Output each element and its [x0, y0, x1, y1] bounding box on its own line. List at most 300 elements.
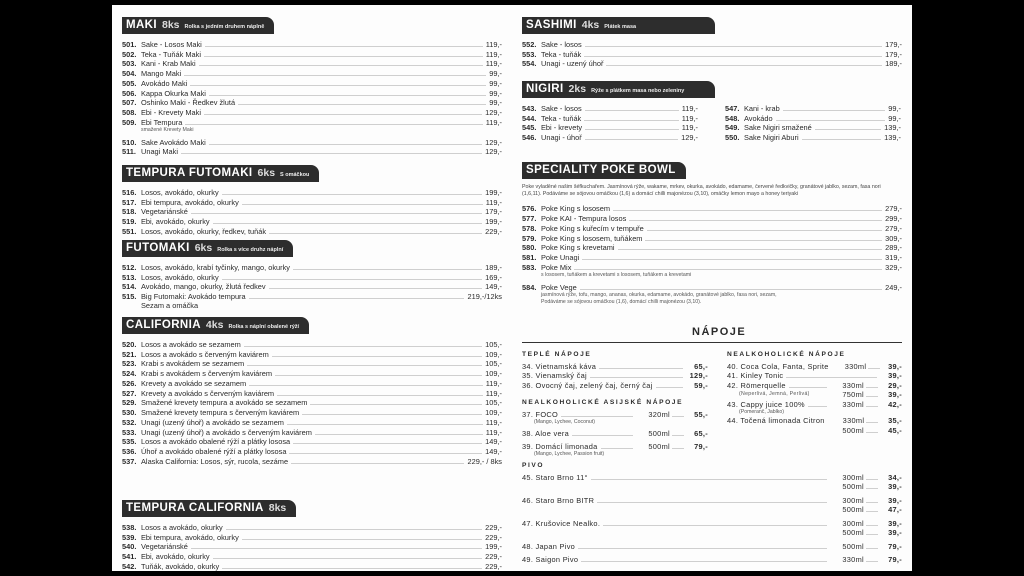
leader-line: [213, 223, 483, 224]
item-number: 539.: [122, 532, 137, 542]
menu-item[interactable]: [522, 213, 902, 223]
leader-line: [291, 463, 464, 464]
menu-item[interactable]: [122, 359, 502, 369]
item-number: 538.: [122, 522, 137, 532]
menu-item[interactable]: [522, 252, 902, 262]
item-name: Teka - tuňák: [541, 113, 582, 123]
item-price: 105,-: [485, 398, 502, 408]
item-name: Ebi tempura, avokádo, okurky: [141, 197, 239, 207]
leader-line: [601, 448, 633, 449]
item-number: 502.: [122, 49, 137, 59]
item-name: Avokádo: [744, 113, 773, 123]
item-price: 109,-: [485, 408, 502, 417]
drinks-group-warm: [522, 349, 708, 390]
drink-note: (Mango, Lychee, Coconut): [534, 418, 595, 425]
leader-line: [802, 139, 882, 140]
item-price: 99,-: [489, 78, 502, 88]
item-price: 119,-: [485, 59, 502, 69]
section-california: [122, 315, 502, 466]
leader-line: [783, 110, 886, 111]
leader-line: [574, 269, 882, 270]
menu-item[interactable]: [122, 398, 502, 408]
leader-line: [584, 120, 678, 121]
item-number: 510.: [122, 137, 137, 147]
item-number: 578.: [522, 223, 537, 233]
section-title: SASHIMI: [526, 19, 577, 31]
drink-name: 37. FOCO: [522, 409, 559, 419]
item-note: Podáváme se sójovou omáčkou (1,6), domácí chilli majonézou (3,10).: [541, 298, 702, 305]
item-number: 535.: [122, 437, 137, 447]
menu-item[interactable]: [122, 532, 502, 542]
item-price: 279,-: [885, 223, 902, 233]
drink-item[interactable]: [727, 380, 902, 390]
leader-line: [808, 406, 827, 407]
menu-item[interactable]: [122, 88, 502, 98]
menu-item[interactable]: [122, 137, 502, 147]
item-price: 229,- / 8ks: [467, 456, 502, 466]
item-price: 229,-: [485, 561, 502, 571]
leader-line: [866, 548, 878, 549]
drink-item[interactable]: [727, 371, 902, 381]
section-title: FUTOMAKI: [126, 242, 190, 254]
item-number: 537.: [122, 456, 137, 466]
menu-item[interactable]: [725, 123, 901, 133]
section-count: 6ks: [257, 167, 276, 179]
drink-volume: 330ml: [842, 399, 864, 409]
leader-line: [190, 85, 486, 86]
menu-item[interactable]: [122, 282, 502, 292]
drink-size-row[interactable]: [522, 528, 902, 538]
item-number: 550.: [725, 133, 740, 142]
item-number: 504.: [122, 69, 137, 78]
drink-item[interactable]: [522, 361, 708, 371]
item-number: 530.: [122, 408, 137, 417]
drinks-group-asian: [522, 397, 708, 461]
item-name: Unagi (uzený úhoř) a avokádo s červeným kaviárem: [141, 427, 312, 437]
leader-line: [597, 502, 827, 503]
section-count: 4ks: [205, 319, 224, 331]
item-price: 179,-: [485, 207, 502, 217]
item-price: 189,-: [485, 262, 502, 272]
item-price: 149,-: [485, 447, 502, 456]
menu-item[interactable]: [522, 49, 902, 59]
menu-item[interactable]: [122, 446, 502, 456]
item-price: 109,-: [485, 349, 502, 359]
menu-item[interactable]: [122, 368, 502, 378]
item-name: Poke KAI - Tempura losos: [541, 214, 627, 224]
drink-size-row[interactable]: [727, 425, 902, 435]
drink-item[interactable]: [522, 441, 708, 451]
spacer: [522, 306, 902, 309]
menu-item[interactable]: [522, 204, 902, 214]
nigiri-columns: [522, 103, 902, 142]
drink-price: 79,-: [888, 541, 902, 551]
item-number: 526.: [122, 378, 137, 388]
item-number: 580.: [522, 243, 537, 253]
drink-price: 39,-: [888, 390, 902, 399]
item-price: 139,-: [884, 123, 901, 133]
item-name: Avokádo Maki: [141, 78, 188, 88]
section-header: [122, 500, 296, 517]
drink-name: 47. Krušovice Nealko.: [522, 518, 601, 528]
menu-item[interactable]: [122, 522, 502, 532]
item-name: Sake - losos: [541, 103, 582, 113]
item-price: 189,-: [885, 59, 902, 69]
menu-item[interactable]: [122, 197, 502, 207]
leader-line: [269, 288, 483, 289]
menu-item[interactable]: [122, 551, 502, 561]
section-futomaki: [122, 238, 502, 311]
drink-size-row[interactable]: [522, 505, 902, 515]
leader-line: [789, 387, 827, 388]
item-price: 119,-: [485, 378, 502, 388]
item-number: 508.: [122, 108, 137, 117]
section-subtitle: Rýže s plátkem masa nebo zeleniny: [591, 88, 685, 94]
section-header: [122, 317, 309, 334]
drink-name: 35. Vienamský čaj: [522, 371, 587, 380]
item-price: 119,-: [485, 197, 502, 207]
section-tempura-california: [122, 498, 502, 571]
item-number: 583.: [522, 262, 537, 272]
menu-item[interactable]: [122, 147, 502, 157]
item-name: Big Futomaki: Avokádo tempura: [141, 292, 246, 301]
item-name: Krevety a avokádo s červeným kaviárem: [141, 388, 275, 398]
menu-item[interactable]: [122, 207, 502, 217]
item-name: Smažené krevety tempura a avokádo se sezamem: [141, 398, 308, 408]
drink-name: 34. Vietnamská káva: [522, 361, 597, 371]
item-price: 99,-: [489, 69, 502, 78]
item-name: Poke Vege: [541, 282, 577, 292]
drink-price: 45,-: [888, 425, 902, 435]
drink-item[interactable]: [522, 518, 902, 528]
drink-item[interactable]: [727, 416, 902, 426]
item-number: 544.: [522, 113, 537, 123]
section-header: [522, 17, 715, 34]
item-number: 546.: [522, 133, 537, 142]
item-name: Krabi s avokádem s červeným kaviárem: [141, 369, 273, 378]
item-name: Losos a avokádo, okurky: [141, 522, 223, 532]
drink-note: (Mango, Lychee, Passion fruit): [534, 450, 605, 457]
drink-price: 79,-: [888, 555, 902, 564]
drink-item[interactable]: [727, 361, 902, 371]
section-count: 6ks: [194, 242, 213, 254]
leader-line: [603, 525, 827, 526]
item-number: 524.: [122, 369, 137, 378]
item-name: Poke King s lososem: [541, 204, 611, 214]
drink-item[interactable]: [522, 541, 902, 551]
leader-line: [866, 561, 878, 562]
drink-item[interactable]: [522, 495, 902, 505]
item-number: 515.: [122, 292, 137, 301]
leader-line: [238, 104, 486, 105]
section-title: NIGIRI: [526, 83, 564, 95]
drinks-heading: NEALKOHOLICKÉ ASIJSKÉ NÁPOJE: [522, 399, 684, 406]
drink-name: 38. Aloe vera: [522, 429, 570, 438]
leader-line: [599, 368, 683, 369]
drink-name: 43. Cappy juice 100%: [727, 399, 805, 409]
item-number: 511.: [122, 147, 136, 157]
drink-name: 48. Japan Pivo: [522, 541, 576, 551]
menu-item[interactable]: [122, 407, 502, 417]
drinks-heading: NEALKOHOLICKÉ NÁPOJE: [727, 351, 846, 358]
leader-line: [776, 120, 886, 121]
item-name: Oshinko Maki - Ředkev žlutá: [141, 98, 236, 108]
menu-item[interactable]: [122, 117, 502, 127]
item-number: 547.: [725, 103, 740, 113]
menu-item[interactable]: [122, 561, 502, 571]
item-price: 105,-: [485, 359, 502, 369]
leader-line: [866, 479, 878, 480]
leader-line: [222, 279, 482, 280]
leader-line: [606, 65, 882, 66]
leader-line: [185, 124, 482, 125]
drink-volume: 330ml: [844, 361, 867, 371]
item-price: 319,-: [885, 253, 902, 263]
leader-line: [585, 139, 678, 140]
section-subtitle: S omáčkou: [280, 172, 310, 178]
leader-line: [590, 377, 683, 378]
menu-item[interactable]: [725, 113, 901, 123]
menu-item[interactable]: [122, 272, 502, 282]
item-price: 329,-: [885, 262, 902, 272]
drink-size-row[interactable]: [522, 482, 902, 492]
leader-line: [205, 46, 483, 47]
drink-price: 39,-: [888, 361, 902, 371]
leader-line: [866, 406, 878, 407]
item-price: 199,-: [485, 187, 502, 197]
item-number: 542.: [122, 561, 137, 571]
menu-item[interactable]: [122, 291, 502, 301]
menu-item[interactable]: [122, 98, 502, 108]
leader-line: [672, 435, 684, 436]
drinks-heading: TEPLÉ NÁPOJE: [522, 351, 592, 358]
item-price: 119,-: [681, 123, 698, 133]
leader-line: [293, 443, 482, 444]
item-name: Unagi Maki: [141, 147, 178, 157]
drink-item[interactable]: [522, 371, 708, 381]
section-tempura-futomaki: [122, 163, 502, 236]
item-price: 99,-: [888, 113, 901, 123]
menu-item[interactable]: [725, 132, 901, 142]
item-price: 179,-: [885, 39, 902, 49]
menu-item[interactable]: [522, 132, 698, 142]
leader-line: [866, 502, 878, 503]
item-number: 549.: [725, 123, 740, 133]
item-name: Teka - tuňák: [541, 49, 582, 59]
menu-item[interactable]: [122, 68, 502, 78]
drink-size-row[interactable]: [727, 390, 902, 400]
drink-name: 44. Točená limonada Citron: [727, 416, 825, 425]
item-name: Krabi s avokádem se sezamem: [141, 359, 245, 369]
leader-line: [584, 56, 882, 57]
item-price: 229,-: [485, 226, 502, 236]
item-name: Krevety a avokádo se sezamem: [141, 378, 247, 388]
item-name: Tuňák, avokádo, okurky: [141, 561, 220, 571]
menu-item[interactable]: [122, 388, 502, 398]
item-name: Losos, avokádo, okurky: [141, 187, 219, 197]
item-number: 507.: [122, 98, 137, 108]
leader-line: [561, 416, 633, 417]
item-number: 529.: [122, 398, 137, 408]
drink-item[interactable]: [522, 555, 902, 565]
item-name: Sake Nigiri Aburi: [744, 133, 799, 142]
item-name: Avokádo, mango, okurky, žlutá ředkev: [141, 282, 266, 292]
menu-item[interactable]: [522, 103, 698, 113]
item-price: 119,-: [681, 113, 698, 123]
menu-item[interactable]: [122, 78, 502, 88]
drink-item[interactable]: [522, 409, 708, 419]
menu-item[interactable]: [122, 542, 502, 552]
drink-price: 59,-: [694, 380, 708, 390]
drink-item[interactable]: [522, 380, 708, 390]
item-number: 520.: [122, 339, 137, 349]
menu-item[interactable]: [122, 39, 502, 49]
item-number: 527.: [122, 388, 137, 398]
section-title: CALIFORNIA: [126, 319, 201, 331]
item-number: 543.: [522, 103, 537, 113]
item-price: 149,-: [485, 437, 502, 447]
drink-note: (Neperlivá, Jemná, Perlivá): [739, 391, 810, 397]
item-number: 523.: [122, 359, 137, 369]
item-number: 503.: [122, 59, 137, 69]
leader-line: [866, 488, 878, 489]
leader-line: [629, 220, 882, 221]
leader-line: [315, 434, 483, 435]
item-number: 512.: [122, 262, 137, 272]
item-price: 109,-: [485, 369, 502, 378]
menu-item[interactable]: [122, 417, 502, 427]
menu-item[interactable]: [522, 262, 902, 272]
item-number: 541.: [122, 552, 137, 561]
menu-item[interactable]: [122, 437, 502, 447]
drink-volume: 300ml: [842, 472, 864, 482]
menu-item[interactable]: [725, 103, 901, 113]
menu-item[interactable]: [522, 59, 902, 69]
drink-volume: 500ml: [842, 541, 864, 551]
drink-volume: 500ml: [648, 441, 670, 451]
item-price: 169,-: [485, 272, 502, 282]
item-number: 552.: [522, 39, 537, 49]
leader-line: [275, 375, 482, 376]
item-number: 548.: [725, 113, 740, 123]
item-number: 521.: [122, 349, 137, 359]
item-name: Teka - Tuňák Maki: [141, 49, 201, 59]
leader-line: [204, 114, 482, 115]
item-name: Úhoř a avokádo obalené rýží a plátky lososa: [141, 447, 287, 456]
item-price: 249,-: [885, 282, 902, 292]
item-number: 505.: [122, 78, 137, 88]
item-price: 99,-: [489, 88, 502, 98]
menu-item[interactable]: [122, 349, 502, 359]
nigiri-column: [725, 103, 901, 142]
item-price: 299,-: [885, 214, 902, 224]
item-number: 540.: [122, 542, 137, 552]
item-number: 545.: [522, 123, 537, 133]
leader-line: [672, 448, 684, 449]
section-nigiri: [522, 79, 902, 142]
drink-item[interactable]: [522, 472, 902, 482]
section-count: 2ks: [568, 83, 587, 95]
menu-item[interactable]: [122, 107, 502, 117]
drinks-heading: PIVO: [522, 462, 545, 469]
item-name: Poke Unagi: [541, 253, 580, 263]
menu-item[interactable]: [122, 49, 502, 59]
drink-price: 39,-: [888, 528, 902, 537]
item-number: 554.: [522, 59, 537, 69]
leader-line: [287, 424, 483, 425]
drink-volume: 320ml: [648, 409, 670, 419]
drink-volume: 500ml: [842, 528, 864, 537]
menu-page: NÁPOJE MAKI 8ks Rolka s jedním druhem náplně 501. Sake - Losos Maki 119,- 502. Teka - Tuňák Maki 119,- 503. Kani - Krab Maki 119,- 504. Mango Maki 99,- 505. Avokádo Maki 99,- 506. Kappa Okurka Maki 99,- 507. Oshinko Maki - Ředkev žlutá 99,- 508. Ebi - Krevety Maki 129,- 509. Ebi Tempura 119,- smažené Krevety Maki 510. Sake Avokádo Maki 129,- 511. Unagi Maki 129,- TEMPURA FUTOMAKI 6ks S omáčkou 516. Losos, avokádo, okurky 199,- 517. Ebi tempura, avokádo, okurky 119,- 518. Vegetariánské 179,- 519. Ebi, avokádo, okurky 199,- 551. Losos, avokádo, okurky, ředkev, tuňák 229,- FUTOMAKI 6ks Rolka s více druhz náplní 512. Losos, avokádo, krabí tyčinky, mango, okurky 189,- 513. Losos, avokádo, okurky 169,- 514. Avokádo, mango, okurky, žlutá ředkev 149,- 515. Big Futomaki: Avokádo tempura 219,-/12ks Sezam a omáčka CALIFORNIA 4ks Rolka s náplní obalené rýží 520. Losos a avokádo se sezamem 105,- 521. Losos a avokádo s červeným kaviárem 109,- 523. Krabi s avokádem se sezamem 105,- 524. Krabi s avokádem s červeným kaviárem 109,- 526. Krevety a avokádo se sezamem 119,- 527. Krevety a avokádo s červeným kaviárem 119,- 529. Smažené krevety tempura a avokádo se sezamem 105,- 530. Smažené krevety tempura s červeným kaviárem 109,- 532. Unagi (uzený úhoř) a avokádo se sezamem 119,- 533. Unagi (uzený úhoř) a avokádo s červeným kaviárem 119,- 535. Losos a avokádo obalené rýží a plátky lososa 149,- 536. Úhoř a avokádo obalené rýží a plátky lososa 149,- 537. Alaska California: Losos, sýr, rucola, sezáme 229,- / 8ks TEMPURA CALIFORNIA 8ks 538. Losos a avokádo, okurky 229,- 539. Ebi tempura, avokádo, okurky 229,- 540. Vegetariánské 199,- 541. Ebi, avokádo, okurky 229,- 542. Tuňák, avokádo, okurky 229,- SASHIMI 4ks Plátek masa 552. Sake - losos 179,- 553. Teka - tuňák 179,- 554. Unagi - uzený úhoř 189,- NIGIRI 2ks Rýže s plátkem masa nebo zeleniny 543. Sake - losos 119,- 544. Teka - tuňák 119,- 545. Ebi - krevety 119,- 546. Unagi - úhoř 129,- 547. Kani - krab 99,- 548. Avokádo 99,- 549. Sake Nigiri smažené 139,- 550. Sake Nigiri Aburi 139,- SPECIALITY POKE BOWL Poke vyladěné našim šéfkuchařem. Jasmínová rýže, wakame, mrkev, okurka, avokádo, edamame, červené ředkvičky, granátové jablko, sezam, fasa nori (1,6,11). Podáváme se sójovou omáčkou (1,6) a domácí chilli majonézou (3,10), omáčky lemon mayo a honey teriyaki 576. Poke King s lososem 279,- 577. Poke KAI - Tempura losos 299,- 578. Poke King s kuřecím v tempuře 279,- 579. Poke King s lososem, tuňákem 309,- 580. Poke King s krevetami 289,- 581. Poke Unagi 319,- 583. Poke Mix 329,- s lososem, tuňákem a krevetami s lososem, tuňákem a krevetami 584. Poke Vege 249,- jasmínová rýže, tofu, mango, ananas, okurka, edamame, avokádo, granátové jablko, řasa nori, sezam, Podáváme se sójovou omáčkou (1,6), domácí chilli majonézou (3,10). TEPLÉ NÁPOJE 34. Vietnamská káva 65,- 35. Vienamský čaj 129,- 36. Ovocný čaj, zelený čaj, černý čaj 59,- NEALKOHOLICKÉ ASIJSKÉ NÁPOJE 37. FOCO 320ml 55,- (Mango, Lychee, Coconut) 38. Aloe vera 500ml 65,- 39. Domácí limonada 500ml 79,- (Mango, Lychee, Passion fruit) NEALKOHOLICKÉ NÁPOJE 40. Coca Cola, Fanta, Sprite 330ml 39,- 41. Kinley Tonic 39,- 42. Römerquelle 330ml 29,- (Neperlivá, Jemná, Perlivá) 750ml 39,- 43. Cappy juice 100% 330ml 42,- (Pomeranč, Jablko) 44. Točená limonada Citron 330ml 35,- 500ml 45,- PIVO 45. Staro Brno 11° 300ml 34,- 500ml 39,- 46. Staro Brno BITR 300ml 39,- 500ml 47,- 47. Krušovice Nealko. 300ml 39,- 500ml 39,- 48. Japan Pivo 500ml 79,- 49. Saigon Pivo 330ml 79,-: [112, 5, 912, 571]
drink-volume: 300ml: [842, 518, 864, 528]
drink-price: 35,-: [888, 416, 902, 425]
item-price: 129,-: [485, 137, 502, 147]
drink-price: 39,-: [888, 482, 902, 491]
menu-item[interactable]: [522, 243, 902, 253]
drink-volume: 500ml: [842, 482, 864, 491]
menu-item[interactable]: [122, 456, 502, 466]
menu-item[interactable]: [522, 123, 698, 133]
section-count: 4ks: [581, 19, 600, 31]
menu-item[interactable]: [522, 282, 902, 292]
section-title: TEMPURA FUTOMAKI: [126, 167, 253, 179]
leader-line: [277, 395, 483, 396]
item-price: 129,-: [485, 108, 502, 117]
leader-line: [656, 387, 683, 388]
drink-volume: 500ml: [842, 505, 864, 514]
item-price: 99,-: [888, 103, 901, 113]
item-number: 533.: [122, 427, 137, 437]
menu-item[interactable]: [522, 113, 698, 123]
drink-item[interactable]: [727, 399, 902, 409]
menu-item[interactable]: [122, 226, 502, 236]
item-name: Sake - Losos Maki: [141, 39, 202, 49]
menu-item[interactable]: [122, 59, 502, 69]
drink-item[interactable]: [522, 429, 708, 439]
leader-line: [242, 539, 482, 540]
item-number: 551.: [122, 226, 137, 236]
menu-item[interactable]: [122, 187, 502, 197]
drink-name: 42. Römerquelle: [727, 380, 786, 390]
drink-price: 39,-: [888, 518, 902, 528]
section-count: 8ks: [268, 502, 287, 514]
menu-item[interactable]: [522, 39, 902, 49]
leader-line: [310, 404, 482, 405]
item-price: 119,-: [485, 417, 502, 427]
menu-item[interactable]: [522, 223, 902, 233]
leader-line: [289, 453, 482, 454]
item-number: 581.: [522, 253, 537, 263]
leader-line: [591, 479, 827, 480]
menu-item[interactable]: [122, 378, 502, 388]
menu-item[interactable]: [122, 216, 502, 226]
item-number: 514.: [122, 282, 137, 292]
drink-volume: 330ml: [842, 380, 864, 390]
section-description: Poke vyladěné našim šéfkuchařem. Jasmínová rýže, wakame, mrkev, okurka, avokádo, edamame, červené ředkvičky, granátové jablko, sezam, fasa nori (1,6,11). Podáváme se sójovou omáčkou (1,6) a domácí chilli majonézou (3,10), omáčky lemon mayo a honey teriyaki: [522, 184, 881, 197]
drink-volume: 300ml: [842, 495, 864, 505]
menu-item[interactable]: [122, 427, 502, 437]
drinks-group-beer: [522, 460, 902, 568]
menu-item[interactable]: [122, 262, 502, 272]
menu-item[interactable]: [522, 233, 902, 243]
item-name: Poke King s kuřecím v tempuře: [541, 223, 644, 233]
menu-item[interactable]: [122, 339, 502, 349]
leader-line: [213, 558, 483, 559]
section-header: [122, 240, 293, 257]
item-number: 532.: [122, 417, 137, 427]
leader-line: [209, 144, 482, 145]
item-name: Poke Mix: [541, 262, 572, 272]
